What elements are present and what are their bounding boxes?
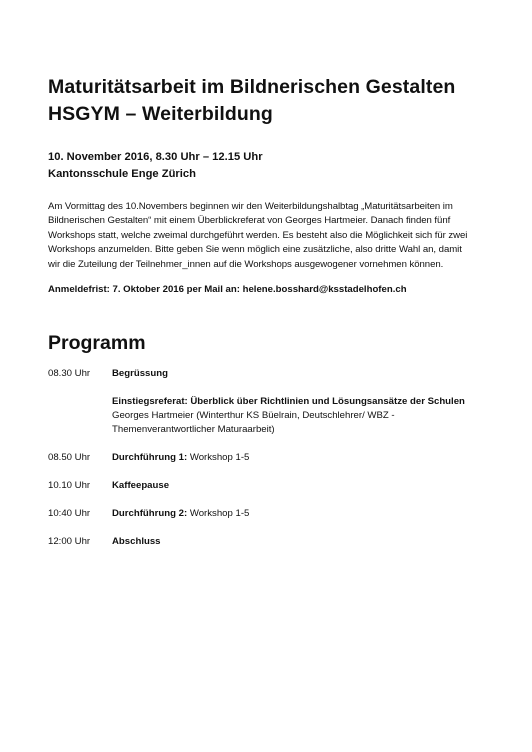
title-line-1: Maturitätsarbeit im Bildnerischen Gestalten xyxy=(48,76,456,98)
program-item xyxy=(48,535,488,549)
program-detail: Themenverantwortlicher Maturaarbeit) xyxy=(112,424,275,436)
program-label: Durchführung 2: xyxy=(112,508,188,520)
program-item xyxy=(48,367,488,381)
program-time: 10:40 Uhr xyxy=(48,508,91,520)
program-detail: Workshop 1-5 xyxy=(187,508,250,520)
intro-paragraph xyxy=(48,200,488,272)
event-location: Kantonsschule Enge Zürich xyxy=(48,168,196,180)
program-detail: Workshop 1-5 xyxy=(187,452,250,464)
intro-line: Workshops statt, welche zweimal durchgeführt werden. Es besteht also die Möglichkeit sich für zwei xyxy=(48,229,468,241)
event-info xyxy=(48,149,488,183)
program-label: Durchführung 1: xyxy=(112,452,188,464)
intro-line: Am Vormittag des 10.Novembers beginnen wir den Weiterbildungshalbtag „Maturitätsarbeiten im xyxy=(48,201,453,212)
intro-line: Bildnerischen Gestalten“ mit einem Überblickreferat von Georges Hartmeier. Danach finden fünf xyxy=(48,215,451,227)
program-label: Abschluss xyxy=(112,536,161,548)
program-time: 08.50 Uhr xyxy=(48,452,91,464)
program-detail: Georges Hartmeier (Winterthur KS Büelrain, Deutschlehrer/ WBZ - xyxy=(112,410,395,422)
registration-deadline: Anmeldefrist: 7. Oktober 2016 per Mail an: helene.bosshard@ksstadelhofen.ch xyxy=(48,284,407,296)
program-heading: Programm xyxy=(48,332,146,355)
program-item xyxy=(48,507,488,521)
program-time: 10.10 Uhr xyxy=(48,480,91,492)
program-time: 12:00 Uhr xyxy=(48,536,91,548)
program-item xyxy=(48,451,488,465)
intro-line: wir die Zuteilung der Teilnehmer_innen auf die Workshops ausgewogener vornehmen können. xyxy=(48,258,444,270)
document-page xyxy=(48,74,488,549)
program-time: 08.30 Uhr xyxy=(48,368,91,380)
intro-line: Workshops anzumelden. Bitte geben Sie wenn möglich eine zusätzliche, also dritte Wahl an, damit xyxy=(48,244,462,256)
document-title xyxy=(48,74,488,128)
program-item xyxy=(48,479,488,493)
program-list xyxy=(48,367,488,549)
program-item xyxy=(48,395,488,437)
event-date-time: 10. November 2016, 8.30 Uhr – 12.15 Uhr xyxy=(48,151,263,163)
program-label: Einstiegsreferat: Überblick über Richtlinien und Lösungsansätze der Schulen xyxy=(112,396,465,408)
program-label: Begrüssung xyxy=(112,368,168,380)
title-line-2: HSGYM – Weiterbildung xyxy=(48,103,273,125)
program-label: Kaffeepause xyxy=(112,480,170,492)
